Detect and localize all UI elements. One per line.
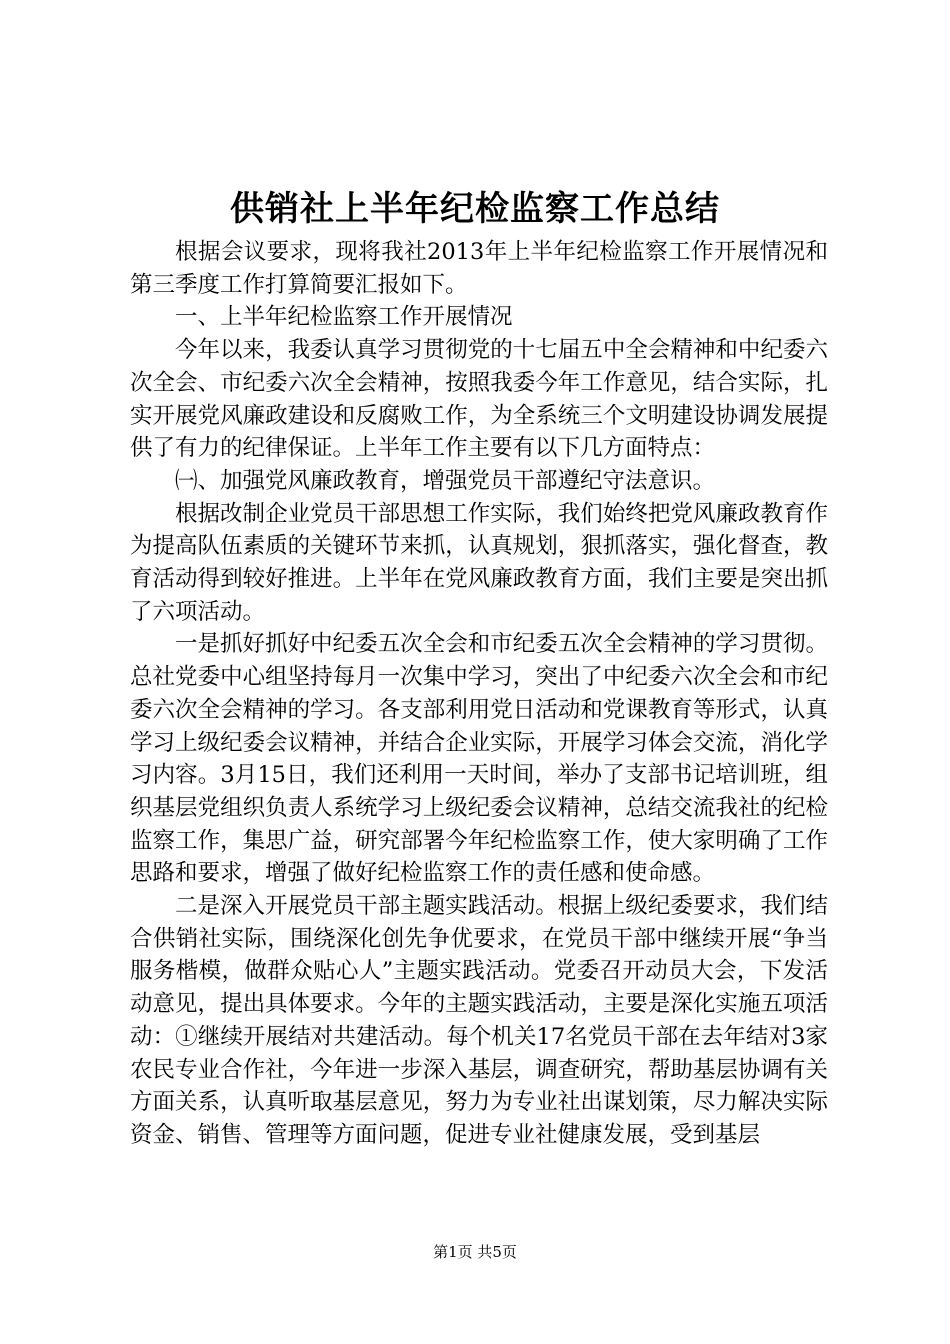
paragraph-intro: 根据会议要求，现将我社2013年上半年纪检监察工作开展情况和第三季度工作打算简要汇报如下。	[130, 239, 828, 298]
paragraph-education: 根据改制企业党员干部思想工作实际，我们始终把党风廉政教育作为提高队伍素质的关键环节来抓，认真规划，狠抓落实，强化督查，教育活动得到较好推进。上半年在党风廉政教育方面，我们主要是突出抓了六项活动。	[130, 500, 828, 625]
page-footer: 第1页 共5页	[433, 1243, 517, 1261]
document-body	[130, 236, 828, 1152]
subsection-heading-1: ㈠、加强党风廉政教育，增强党员干部遵纪守法意识。	[175, 467, 716, 494]
paragraph-overview: 今年以来，我委认真学习贯彻党的十七届五中全会精神和中纪委六次全会、市纪委六次全会精神，按照我委今年工作意见，结合实际，扎实开展党风廉政建设和反腐败工作，为全系统三个文明建设协调发展提供了有力的纪律保证。上半年工作主要有以下几方面特点：	[130, 337, 828, 462]
paragraph-item-1: 一是抓好抓好中纪委五次全会和市纪委五次全会精神的学习贯彻。总社党委中心组坚持每月一次集中学习，突出了中纪委六次全会和市纪委六次全会精神的学习。各支部利用党日活动和党课教育等形式，认真学习上级纪委会议精神，并结合企业实际，开展学习体会交流，消化学习内容。3月15日，我们还利用一天时间，举办了支部书记培训班，组织基层党组织负责人系统学习上级纪委会议精神，总结交流我社的纪检监察工作，集思广益，研究部署今年纪检监察工作，使大家明确了工作思路和要求，增强了做好纪检监察工作的责任感和使命感。	[130, 631, 828, 887]
paragraph-item-2: 二是深入开展党员干部主题实践活动。根据上级纪委要求，我们结合供销社实际，围绕深化创先争优要求，在党员干部中继续开展“争当服务楷模，做群众贴心人”主题实践活动。党委召开动员大会，下发活动意见，提出具体要求。今年的主题实践活动，主要是深化实施五项活动：①继续开展结对共建活动。每个机关17名党员干部在去年结对3家农民专业合作社，今年进一步深入基层，调查研究，帮助基层协调有关方面关系，认真听取基层意见，努力为专业社出谋划策，尽力解决实际资金、销售、管理等方面问题，促进专业社健康发展，受到基层	[130, 893, 828, 1148]
document-title: 供销社上半年纪检监察工作总结	[230, 189, 720, 229]
section-heading-1: 一、上半年纪检监察工作开展情况	[175, 304, 513, 331]
